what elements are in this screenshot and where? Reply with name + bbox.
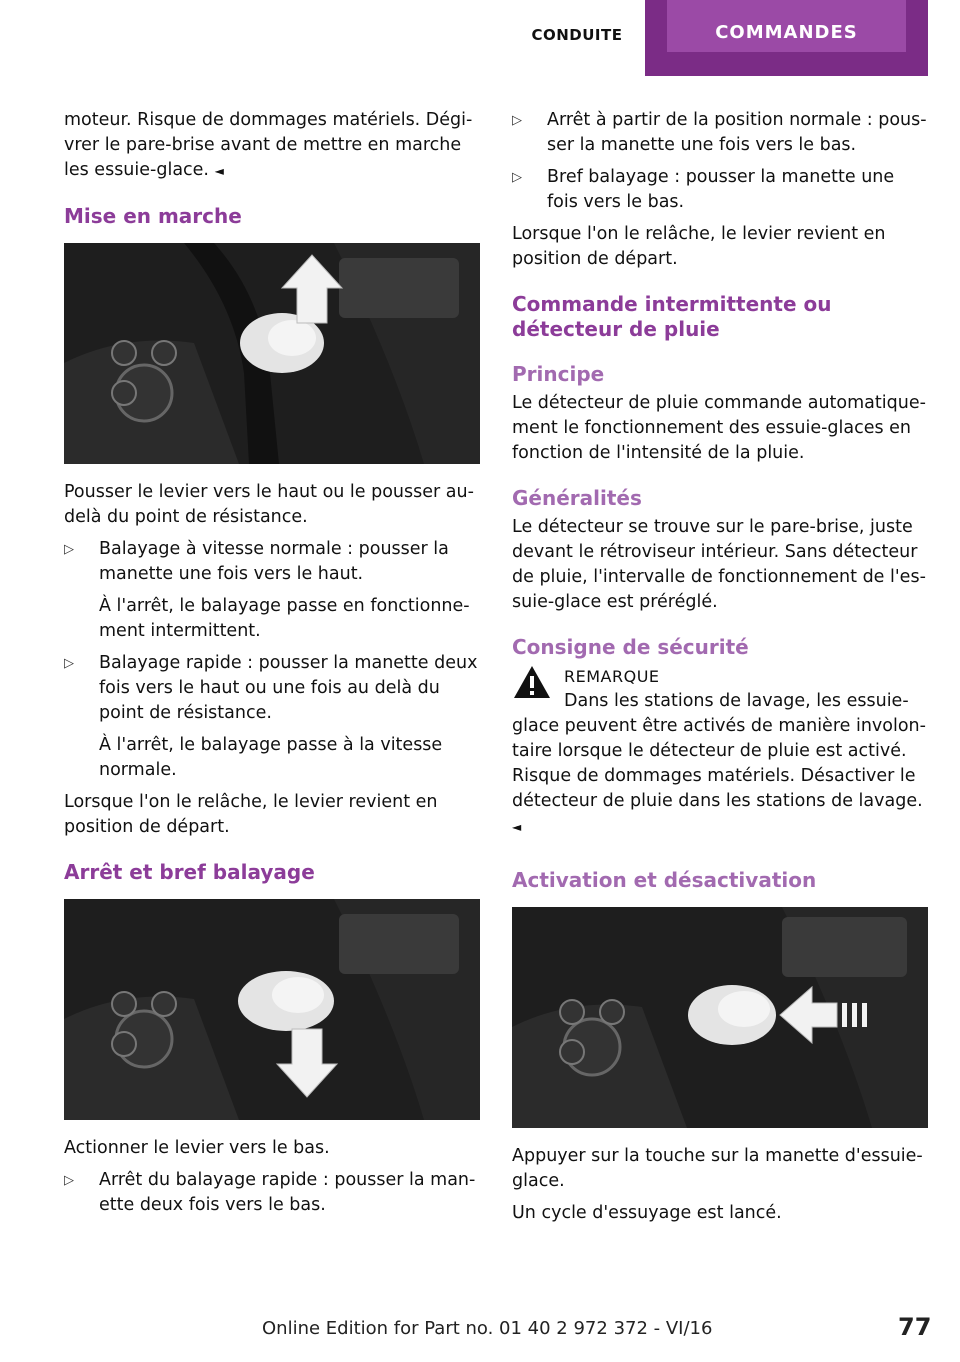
left-column (64, 108, 482, 1225)
heading-consigne: Consigne de sécurité (512, 635, 749, 659)
paragraph-pousser: Pousser le levier vers le haut ou le pousser au-delà du point de résistance. (64, 482, 474, 527)
list-item-subtext: À l'arrêt, le balayage passe en fonctionnement intermittent. (99, 596, 470, 641)
warning-box (512, 664, 930, 714)
list-arret-cont (512, 108, 930, 215)
paragraph-generalites: Le détecteur se trouve sur le pare-brise, juste devant le rétroviseur intérieur. Sans détecteur de pluie, l'intervalle de fonctionnement de l'essuie-glace est préréglé. (512, 517, 926, 612)
heading-mise-en-marche: Mise en marche (64, 204, 242, 228)
warning-text: glace peuvent être activés de manière involontaire lorsque le détecteur de pluie est activé. Risque de dommages matériels. Désactiver le détecteur de pluie dans les stations de lavage. ◄ (512, 716, 926, 834)
photo-lever-down (64, 899, 480, 1120)
page-number: 77 (898, 1313, 932, 1341)
list-item: ▷ Arrêt à partir de la position normale : pousser la manette une fois vers le bas. (512, 110, 927, 155)
paragraph-principe: Le détecteur de pluie commande automatiquement le fonctionnement des essuie-glaces en fonction de l'intensité de la pluie. (512, 393, 926, 463)
heading-arret: Arrêt et bref balayage (64, 860, 315, 884)
bullet-triangle-icon: ▷ (64, 656, 74, 671)
bullet-triangle-icon: ▷ (64, 542, 74, 557)
heading-commande: Commande intermittente ou détecteur de pluie (512, 292, 832, 341)
header-section-label: CONDUITE (531, 26, 623, 44)
heading-generalites: Généralités (512, 486, 642, 510)
list-mise-en-marche (64, 537, 482, 783)
header-chapter-label: COMMANDES (715, 22, 858, 43)
heading-principe: Principe (512, 362, 605, 386)
list-arret (64, 1168, 482, 1218)
warning-first-line: Dans les stations de lavage, les essuie- (564, 691, 909, 711)
paragraph-actionner: Actionner le levier vers le bas. (64, 1138, 330, 1158)
end-mark-icon: ◄ (512, 820, 522, 834)
header-chapter-tab (645, 0, 928, 76)
heading-activation: Activation et désactivation (512, 868, 817, 892)
footer-edition: Online Edition for Part no. 01 40 2 972 372 - VI/16 (262, 1318, 713, 1339)
list-item: ▷ Bref balayage : pousser la manette une fois vers le bas. (512, 167, 895, 212)
intro-paragraph: moteur. Risque de dommages matériels. Dégivrer le pare-brise avant de mettre en marche les essuie-glace. ◄ (64, 110, 473, 180)
bullet-triangle-icon: ▷ (64, 1173, 74, 1188)
photo-lever-up (64, 243, 480, 464)
bullet-triangle-icon: ▷ (512, 113, 522, 128)
end-mark-icon: ◄ (214, 164, 224, 178)
list-item-subtext: À l'arrêt, le balayage passe à la vitesse normale. (99, 735, 443, 780)
warning-triangle-icon (512, 664, 552, 700)
list-item: ▷ Balayage rapide : pousser la manette deux fois vers le haut ou une fois au delà du point de résistance. À l'arrêt, le balayage passe à la vitesse normale. (64, 651, 482, 783)
paragraph-cycle: Un cycle d'essuyage est lancé. (512, 1203, 782, 1223)
paragraph-relache-right: Lorsque l'on le relâche, le levier revient en position de départ. (512, 224, 886, 269)
right-column (512, 108, 930, 1233)
bullet-triangle-icon: ▷ (512, 170, 522, 185)
paragraph-relache: Lorsque l'on le relâche, le levier revient en position de départ. (64, 792, 438, 837)
warning-label: REMARQUE (564, 667, 660, 686)
photo-lever-button (512, 907, 928, 1128)
header-section-tab (512, 0, 642, 62)
list-item: ▷ Arrêt du balayage rapide : pousser la manette deux fois vers le bas. (64, 1170, 476, 1215)
paragraph-appuyer: Appuyer sur la touche sur la manette d'essuie-glace. (512, 1146, 923, 1191)
list-item: ▷ Balayage à vitesse normale : pousser la manette une fois vers le haut. À l'arrêt, le balayage passe en fonctionnement intermittent. (64, 537, 482, 644)
